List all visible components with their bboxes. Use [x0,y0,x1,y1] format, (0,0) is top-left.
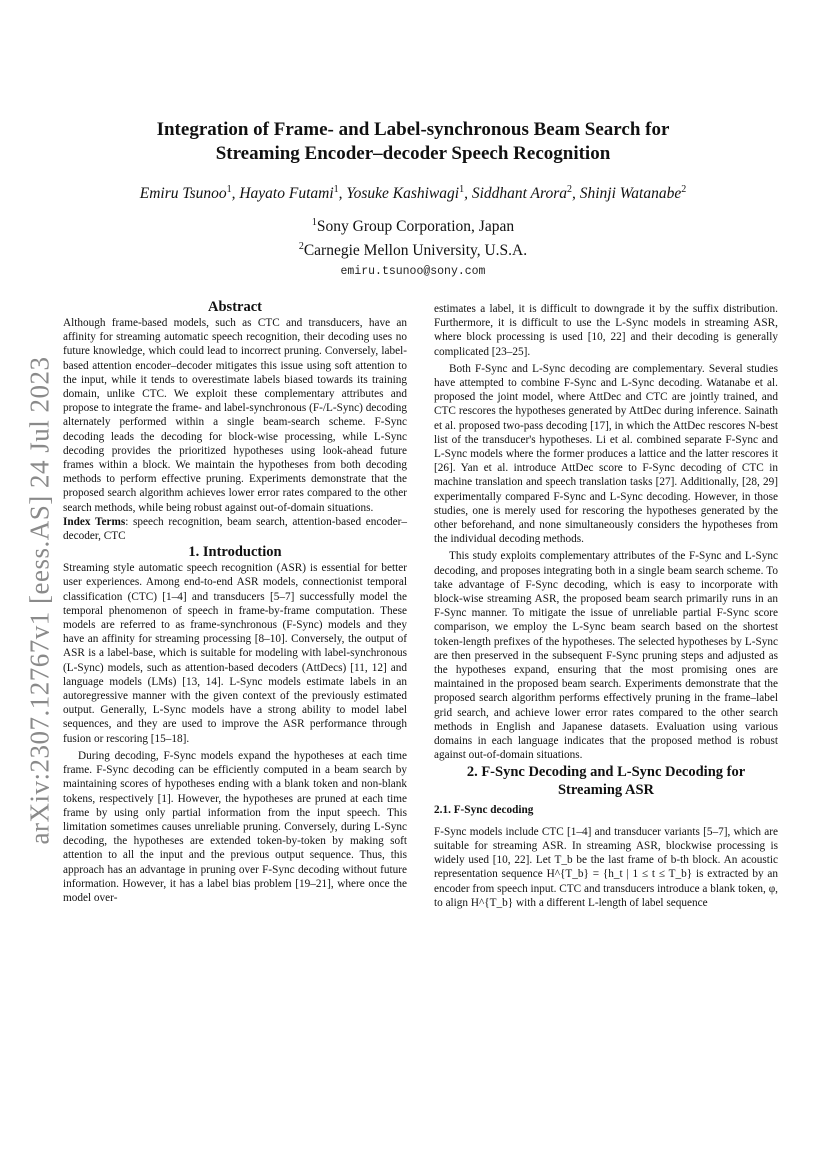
section-2-paragraph-1: F-Sync models include CTC [1–4] and transducer variants [5–7], which are suitable for streaming ASR. In streaming ASR, blockwise processing is widely used [10, 22]. Let T_b be the last frame of b-th block. An acoustic representation sequence H^{T_b} = {h_t | 1 ≤ t ≤ T_b} is extracted by an encoder from speech input. CTC and transducers introduce a blank token, φ, to align H^{T_b} with a different L-length of label sequence [434,825,778,909]
arxiv-id[interactable]: arXiv:2307.12767v1 [eess.AS] 24 Jul 2023 [24,356,55,844]
index-terms-text: : speech recognition, beam search, attention-based encoder–decoder, CTC [63,515,408,543]
title-block [0,118,826,278]
author: Shinji Watanabe$^2$ [579,184,687,203]
contact-email[interactable]: emiru.tsunoo@sony.com [340,265,486,279]
intro-paragraph-4: This study exploits complementary attributes of the F-Sync and L-Sync decoding, and proposes integrating both in a single beam search scheme. To take advantage of F-Sync decoding, which is easy to incorporate with block-wise streaming ASR, the proposed beam search primarily runs in an F-Sync manner. To mitigate the issue of unreliable partial F-Sync score comparison, we employ the L-Sync beam search based on the shortest token-length prefixes of the hypotheses. The selected hypotheses by L-Sync are then preserved in the subsequent F-Sync pruning steps and adjusted as the hypotheses expand, ensuring that the most promising ones are maintained in the proposed beam search. Experiments demonstrate that the proposed search algorithm performs effectively pruning in the frame–label grid search, and achieve lower error rates compared to the other search methods in English and Japanese datasets. Evaluation using various domains in each language indicates that the proposed method is robust against out-of-domain situations. [434,550,778,762]
paper-title [0,118,826,166]
intro-paragraph-3: Both F-Sync and L-Sync decoding are complementary. Several studies have attempted to combine F-Sync and L-Sync decoding. Watanabe et al. proposed the joint model, where AttDec and CTC are jointly trained, and CTC rescores the hypotheses generated by AttDec during inference. Sainath et al. proposed two-pass decoding [17], in which the AttDec rescores N-best list of the transducer's hypotheses. Li et al. combined separate F-Sync and L-Sync models where the former produces a lattice and the latter rescores it [26]. Yan et al. introduce AttDec score to F-Sync decoding of CTC in machine translation and speech translation tasks [27]. Additionally, [28, 29] experimentally compared F-Sync and L-Sync decoding. However, in those studies, one is merely used for rescoring the hypotheses generated by the other beforehand, and none simultaneously considers the hypotheses from the individual decoding methods. [434,362,778,546]
intro-paragraph-2: During decoding, F-Sync models expand the hypotheses at each time frame. F-Sync decoding can be efficiently computed in a beam search by maintaining scores of hypotheses ending with a blank token and non-blank tokens, respectively [1]. However, the hypotheses are pruned at each time frame by using only partial information from the input speech. This limitation sometimes causes unreliable pruning. Conversely, during L-Sync decoding, the hypotheses are extended token-by-token by making soft attention to all the input and the previous output sequence. Thus, this approach has an advantage in pruning over F-Sync decoding without future information. However, it has a label bias problem [19–21], where once the model over- [63,749,407,904]
affiliation-2: $^2$Carnegie Mellon University, U.S.A. [298,241,528,260]
author: Siddhant Arora$^2$ [471,184,572,203]
affiliations [0,213,826,261]
abstract-text: Although frame-based models, such as CTC and transducers, have an affinity for streaming automatic speech recognition, their decoding uses no future knowledge, which could lead to incorrect pruning. Conversely, label-based attention encoder–decoder mitigates this issue using soft attention to the input, while it tends to overestimate labels biased towards its training domain, unlike CTC. We exploit these complementary attributes and propose to integrate the frame- and label-synchronous (F-/L-Sync) decoding alternately performed within a single beam-search scheme. F-Sync decoding leads the decoding for block-wise processing, while L-Sync decoding provides the prioritized hypotheses using look-ahead future frames within a block. We maintain the hypotheses from both decoding methods to perform effective pruning. Experiments demonstrate that the proposed search algorithm achieves lower error rates compared to the other search methods, while being robust against out-of-domain situations. [63,317,407,514]
index-terms-label: Index Terms [63,515,126,528]
index-terms [63,515,407,543]
author: Yosuke Kashiwagi$^1$ [346,184,465,203]
intro-paragraph-2-continued: estimates a label, it is difficult to downgrade it by the suffix distribution. Furthermore, it is difficult to use the L-Sync models in streaming ASR, where block processing is used [10, 22] and their decoding is generally complicated [23–25]. [434,303,778,358]
intro-heading: 1. Introduction [188,544,282,561]
section-2-heading: 2. F-Sync Decoding and L-Sync Decoding for Streaming ASR [466,763,746,798]
affiliation-1: $^1$Sony Group Corporation, Japan [311,217,515,236]
author-list: Emiru Tsunoo$^1$, Hayato Futami$^1$, Yosuke Kashiwagi$^1$, Siddhant Arora$^2$, Shinji Watanabe$^2$ [139,184,687,203]
subsection-2-1-heading: 2.1. F-Sync decoding [434,803,534,816]
author: Emiru Tsunoo$^1$ [139,184,232,203]
title-line-2: Streaming Encoder–decoder Speech Recognition [215,143,611,164]
title-line-1: Integration of Frame- and Label-synchronous Beam Search for [156,119,670,140]
arxiv-stamp [20,340,60,860]
left-column [63,298,407,905]
author: Hayato Futami$^1$ [239,184,339,203]
abstract-heading: Abstract [208,299,262,315]
intro-paragraph-1: Streaming style automatic speech recognition (ASR) is essential for better user experiences. Among end-to-end ASR models, connectionist temporal classification (CTC) [1–4] and transducers [5–7] successfully model the temporal phenomenon of speech in frame-by-frame computation. These models are referred to as frame-synchronous (F-Sync) models and they have an affinity for streaming processing [8–10]. Conversely, the output of ASR is a label-base, which is suitable for modeling with label-synchronous (L-Sync) models, such as attention-based decoders (AttDecs) [11, 12] and language models (LMs) [13, 14]. L-Sync models estimate labels in an autoregressive manner with the given context of the previously estimated output. Generally, L-Sync models have a strong ability to model label sequences, and they are used to improve the ASR performance through fusion or rescoring [15–18]. [63,562,407,745]
right-column [434,302,778,910]
